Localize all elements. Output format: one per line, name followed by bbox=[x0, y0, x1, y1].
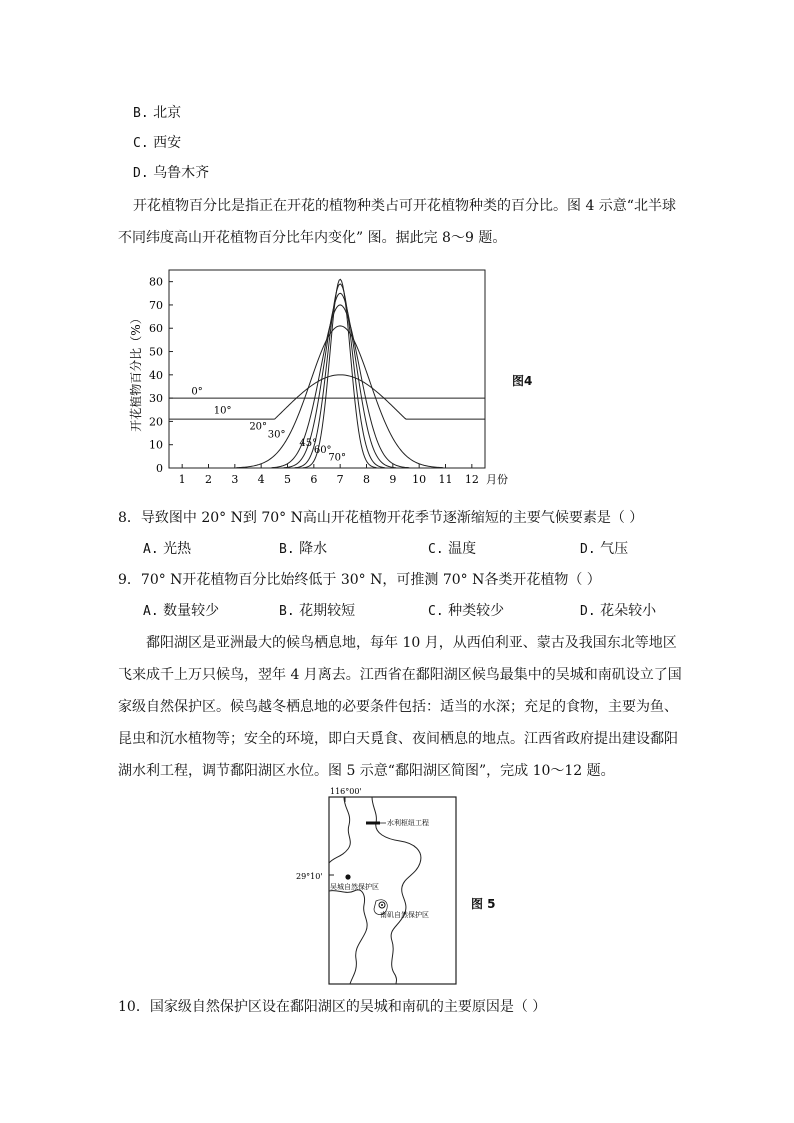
option-c bbox=[133, 134, 181, 153]
choice-text: 花期较短 bbox=[299, 603, 356, 619]
x-tick-label: 3 bbox=[231, 473, 239, 486]
q9-choice-d bbox=[580, 602, 656, 621]
intro-line-1: 开花植物百分比是指正在开花的植物种类占可开花植物种类的百分比。图 4 示意“北半球 bbox=[133, 198, 676, 214]
x-tick-label: 4 bbox=[257, 473, 265, 486]
x-tick-label: 2 bbox=[205, 473, 212, 486]
dam-label: 水利枢纽工程 bbox=[387, 819, 429, 827]
x-tick-label: 5 bbox=[284, 473, 291, 486]
x-tick-label: 7 bbox=[336, 473, 344, 486]
passage-line-2: 飞来成千上万只候鸟，翌年 4 月离去。江西省在鄱阳湖区候鸟最集中的吴城和南矶设立了国 bbox=[118, 667, 682, 683]
intro-line-2: 不同纬度高山开花植物百分比年内变化” 图。据此完 8～9 题。 bbox=[118, 230, 507, 246]
series-label-6: 70° bbox=[328, 452, 347, 464]
y-tick-label: 70 bbox=[149, 298, 163, 312]
choice-text: 温度 bbox=[448, 541, 477, 557]
y-tick-label: 0 bbox=[156, 462, 163, 475]
y-tick-label: 40 bbox=[149, 368, 163, 382]
passage-line-3: 家级自然保护区。候鸟越冬栖息地的必要条件包括：适当的水深；充足的食物，主要为鱼、 bbox=[118, 699, 678, 715]
series-label-5: 60° bbox=[313, 444, 332, 456]
q9-stem: 9．70° N开花植物百分比始终低于 30° N，可推测 70° N各类开花植物（ ） bbox=[118, 572, 601, 588]
choice-text: 种类较少 bbox=[448, 603, 505, 619]
q9-choice-c bbox=[428, 602, 504, 621]
figure-5-map bbox=[292, 783, 472, 988]
y-tick-label: 20 bbox=[149, 415, 163, 429]
q8-choice-d bbox=[580, 540, 628, 559]
x-axis-label: 月份 bbox=[486, 473, 508, 486]
x-tick-label: 11 bbox=[438, 473, 453, 486]
option-b bbox=[133, 104, 181, 123]
y-tick-label: 30 bbox=[149, 392, 163, 406]
choice-text: 数量较少 bbox=[163, 603, 220, 619]
series-label-3: 30° bbox=[267, 429, 286, 441]
series-label-0: 0° bbox=[191, 386, 203, 398]
passage-line-1: 鄱阳湖区是亚洲最大的候鸟栖息地，每年 10 月，从西伯利亚、蒙古及我国东北等地区 bbox=[146, 635, 677, 651]
q8-choice-a bbox=[143, 540, 191, 559]
option-letter: D. bbox=[133, 166, 149, 181]
x-tick-label: 9 bbox=[389, 473, 397, 486]
q8-stem: 8．导致图中 20° N到 70° N高山开花植物开花季节逐渐缩短的主要气候要素是（ ） bbox=[118, 510, 644, 526]
choice-letter: B. bbox=[279, 542, 295, 557]
choice-letter: B. bbox=[279, 604, 295, 619]
y-tick-label: 80 bbox=[149, 275, 163, 289]
choice-text: 气压 bbox=[600, 541, 629, 557]
choice-letter: C. bbox=[428, 542, 444, 557]
figure-4-chart bbox=[120, 260, 508, 490]
option-text: 北京 bbox=[153, 105, 182, 121]
choice-letter: A. bbox=[143, 604, 159, 619]
series-line-6 bbox=[169, 279, 485, 468]
x-tick-label: 8 bbox=[363, 473, 370, 486]
series-label-1: 10° bbox=[213, 405, 232, 417]
x-tick-label: 12 bbox=[464, 473, 479, 486]
nanji-label: 南矶自然保护区 bbox=[380, 911, 429, 919]
choice-text: 花朵较小 bbox=[600, 603, 657, 619]
choice-text: 降水 bbox=[299, 541, 328, 557]
series-label-4: 45° bbox=[299, 437, 318, 449]
passage-line-5: 湖水利工程，调节鄱阳湖区水位。图 5 示意“鄱阳湖区简图”，完成 10～12 题。 bbox=[118, 763, 615, 779]
q10-stem: 10．国家级自然保护区设在鄱阳湖区的吴城和南矶的主要原因是（ ） bbox=[118, 999, 547, 1015]
option-text: 乌鲁木齐 bbox=[153, 165, 210, 181]
series-label-2: 20° bbox=[249, 421, 268, 433]
figure-4-label: 图4 bbox=[512, 374, 533, 388]
wucheng-label: 吴城自然保护区 bbox=[330, 883, 379, 891]
y-tick-label: 10 bbox=[149, 438, 163, 452]
choice-letter: C. bbox=[428, 604, 444, 619]
series-line-5 bbox=[169, 284, 485, 468]
figure-5-label: 图 5 bbox=[471, 897, 496, 911]
x-tick-label: 1 bbox=[178, 473, 186, 486]
q9-choice-b bbox=[279, 602, 355, 621]
q8-choice-b bbox=[279, 540, 327, 559]
longitude-label: 116°00' bbox=[330, 787, 362, 796]
y-tick-label: 60 bbox=[149, 322, 163, 336]
choice-letter: A. bbox=[143, 542, 159, 557]
option-d bbox=[133, 164, 209, 183]
choice-letter: D. bbox=[580, 542, 596, 557]
passage-line-4: 昆虫和沉水植物等；安全的环境，即白天覓食、夜间栖息的地点。江西省政府提出建设鄱阳 bbox=[118, 731, 678, 747]
nanji-marker-dot bbox=[381, 904, 383, 906]
y-axis-label: 开花植物百分比（%） bbox=[129, 312, 143, 432]
option-text: 西安 bbox=[153, 135, 182, 151]
plot-frame bbox=[169, 270, 485, 468]
y-tick-label: 50 bbox=[149, 345, 163, 359]
wucheng-marker bbox=[345, 874, 350, 879]
x-tick-label: 10 bbox=[412, 473, 427, 486]
option-letter: B. bbox=[133, 106, 149, 121]
q8-choice-c bbox=[428, 540, 476, 559]
choice-text: 光热 bbox=[163, 541, 192, 557]
option-letter: C. bbox=[133, 136, 149, 151]
q9-choice-a bbox=[143, 602, 219, 621]
latitude-label: 29°10' bbox=[296, 872, 323, 881]
choice-letter: D. bbox=[580, 604, 596, 619]
x-tick-label: 6 bbox=[310, 473, 318, 486]
